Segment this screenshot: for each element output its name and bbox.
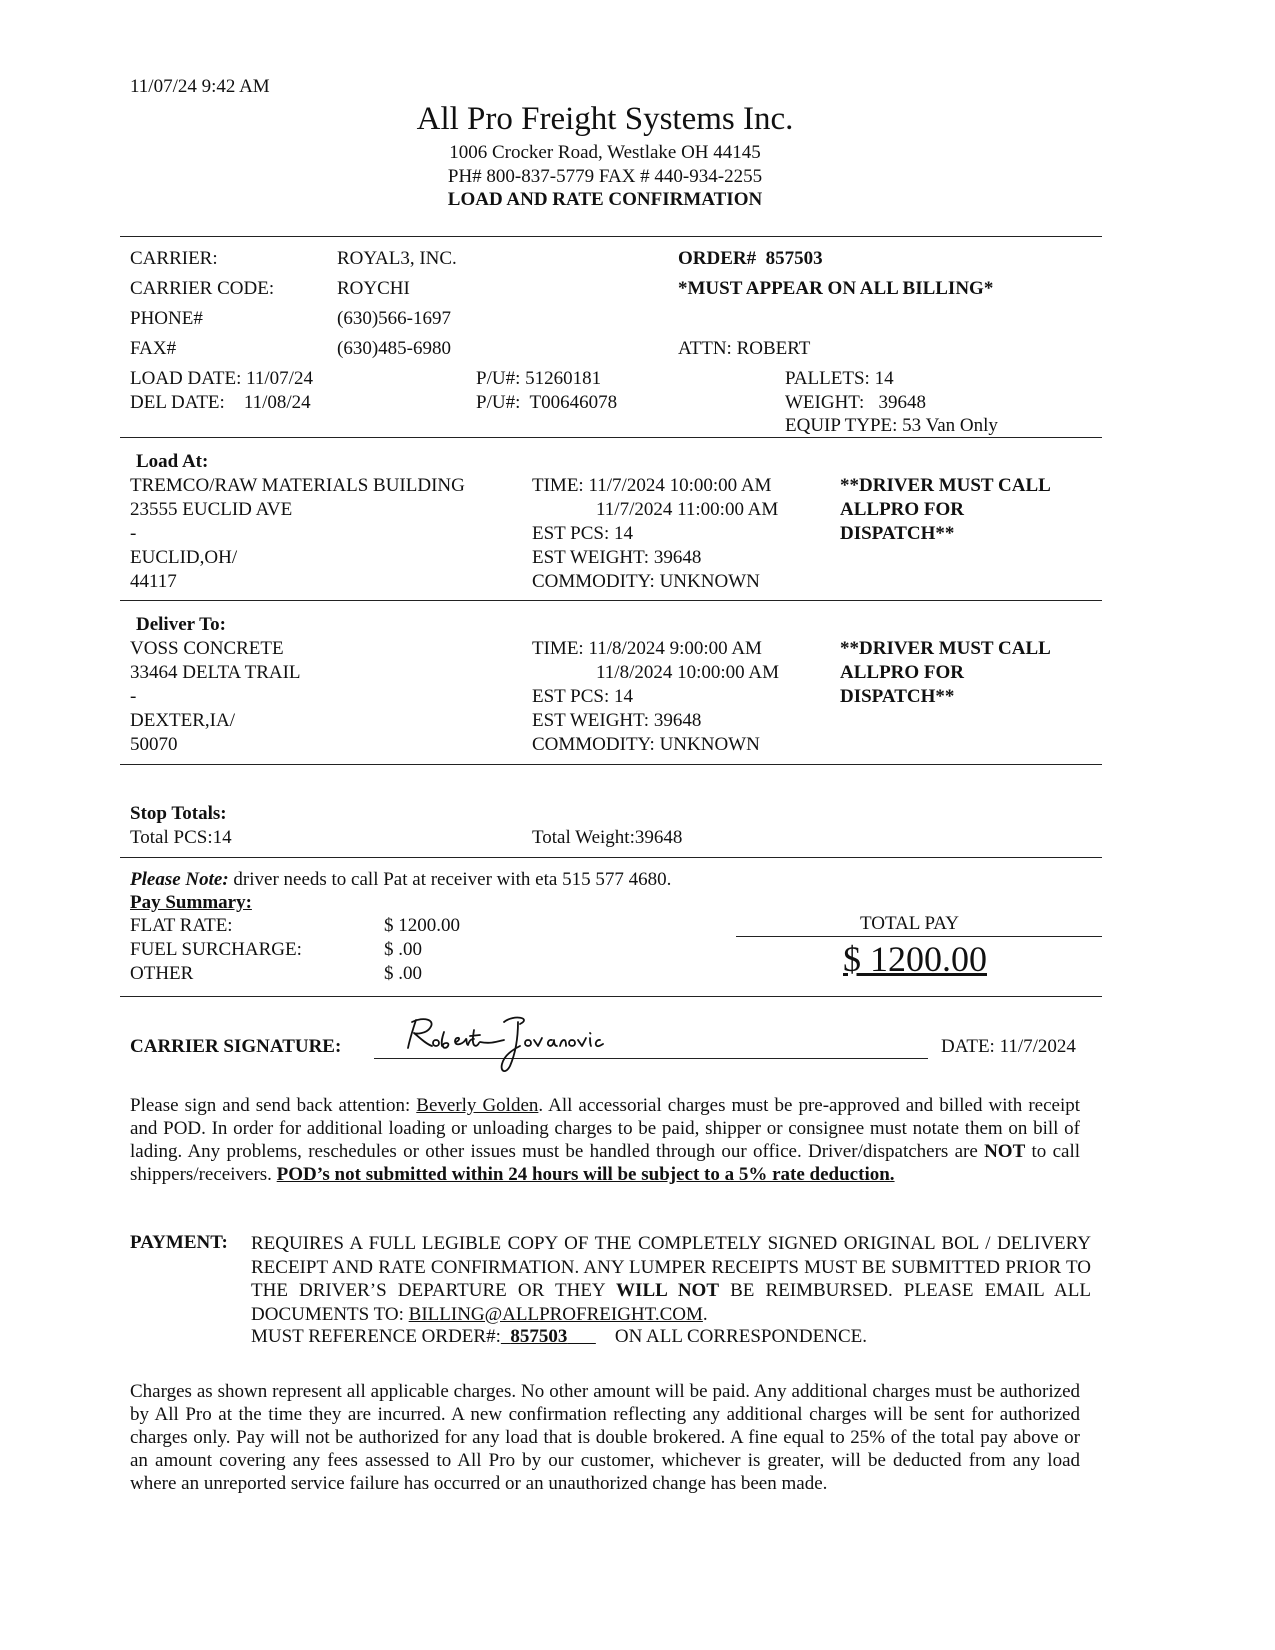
total-pay-value: $ 1200.00: [843, 939, 987, 979]
other-value: $ .00: [384, 963, 422, 984]
pay-summary-heading: Pay Summary:: [130, 892, 252, 913]
total-pay-label: TOTAL PAY: [860, 913, 959, 934]
load-at-heading: Load At:: [136, 451, 209, 472]
deliver-to-driver-note-2: ALLPRO FOR: [840, 662, 965, 683]
contact-name: Beverly Golden: [416, 1095, 539, 1116]
fuel-surcharge-value: $ .00: [384, 939, 422, 960]
load-at-commodity: COMMODITY: UNKNOWN: [532, 571, 760, 592]
billing-note: *MUST APPEAR ON ALL BILLING*: [678, 278, 994, 299]
weight: WEIGHT: 39648: [785, 392, 926, 413]
load-at-est-weight: EST WEIGHT: 39648: [532, 547, 702, 568]
deliver-to-est-pcs: EST PCS: 14: [532, 686, 634, 707]
deliver-to-time: TIME: 11/8/2024 9:00:00 AM: [532, 638, 762, 659]
fax-label: FAX#: [130, 338, 177, 359]
document-title: LOAD AND RATE CONFIRMATION: [447, 189, 763, 210]
load-at-driver-note-3: DISPATCH**: [840, 523, 955, 544]
pickup-number-1: P/U#: 51260181: [476, 368, 602, 389]
load-at-time: TIME: 11/7/2024 10:00:00 AM: [532, 475, 772, 496]
total-pay-rule: [736, 936, 1102, 937]
divider: [120, 437, 1102, 438]
phone-value: (630)566-1697: [337, 308, 451, 329]
pickup-number-2: P/U#: T00646078: [476, 392, 618, 413]
carrier-code-label: CARRIER CODE:: [130, 278, 275, 299]
divider: [120, 857, 1102, 858]
instructions-paragraph: Please sign and send back attention: Beverly Golden. All accessorial charges must be pre-approved and billed with receipt and POD. In order for additional loading or unloading charges to be paid, shipper or consignee must notate them on bill of lading. Any problems, reschedules or other issues must be handled through our office. Driver/dispatchers are NOT to call shippers/receivers. POD’s not submitted within 24 hours will be subject to a 5% rate deduction.: [130, 1095, 1081, 1185]
deliver-to-time-end: 11/8/2024 10:00:00 AM: [596, 662, 779, 683]
company-address: 1006 Crocker Road, Westlake OH 44145: [449, 142, 761, 163]
divider: [120, 764, 1102, 765]
divider: [120, 236, 1102, 237]
attention: ATTN: ROBERT: [678, 338, 811, 359]
deliver-to-est-weight: EST WEIGHT: 39648: [532, 710, 702, 731]
payment-text: REQUIRES A FULL LEGIBLE COPY OF THE COMPLETELY SIGNED ORIGINAL BOL / DELIVERY RECEIPT AND RATE CONFIRMATION. ANY LUMPER RECEIPTS MUST BE SUBMITTED PRIOR TO THE DRIVER’S DEPARTURE OR THEY WILL NOT BE REIMBURSED. PLEASE EMAIL ALL DOCUMENTS TO: BILLING@ALLPROFREIGHT.COM.: [251, 1233, 1091, 1325]
divider: [120, 996, 1102, 997]
payment-label: PAYMENT:: [130, 1232, 228, 1253]
deliver-to-name: VOSS CONCRETE: [130, 638, 284, 659]
stop-totals-heading: Stop Totals:: [130, 803, 227, 824]
billing-email[interactable]: BILLING@ALLPROFREIGHT.COM: [408, 1303, 703, 1325]
load-at-street: 23555 EUCLID AVE: [130, 499, 293, 520]
company-phone-fax: PH# 800-837-5779 FAX # 440-934-2255: [447, 166, 763, 187]
pallets: PALLETS: 14: [785, 368, 894, 389]
pod-warning: POD’s not submitted within 24 hours will be subject to a 5% rate deduction.: [276, 1164, 895, 1185]
fax-value: (630)485-6980: [337, 338, 451, 359]
fuel-surcharge-label: FUEL SURCHARGE:: [130, 939, 302, 960]
load-at-est-pcs: EST PCS: 14: [532, 523, 634, 544]
load-at-time-end: 11/7/2024 11:00:00 AM: [596, 499, 779, 520]
phone-label: PHONE#: [130, 308, 203, 329]
load-at-name: TREMCO/RAW MATERIALS BUILDING: [130, 475, 465, 496]
print-timestamp: 11/07/24 9:42 AM: [130, 76, 270, 97]
total-pcs: Total PCS:14: [130, 827, 232, 848]
load-date: LOAD DATE: 11/07/24: [130, 368, 313, 389]
load-at-driver-note-1: **DRIVER MUST CALL: [840, 475, 1051, 496]
carrier-label: CARRIER:: [130, 248, 218, 269]
charges-paragraph: Charges as shown represent all applicable charges. No other amount will be paid. Any additional charges must be authorized by All Pro at the time they are incurred. A new confirmation reflecting any additional charges will be sent for authorized charges only. Pay will not be authorized for any load that is double brokered. A fine equal to 25% of the total pay above or an amount covering any fees assessed to All Pro by our customer, whichever is greater, will be deducted from any load where an unreported service failure has occurred or an unauthorized change has been made.: [130, 1381, 1080, 1494]
carrier-value: ROYAL3, INC.: [337, 248, 457, 269]
divider: [120, 600, 1102, 601]
deliver-to-heading: Deliver To:: [136, 614, 226, 635]
equipment-type: EQUIP TYPE: 53 Van Only: [785, 415, 998, 436]
deliver-to-driver-note-1: **DRIVER MUST CALL: [840, 638, 1051, 659]
handwritten-signature: [400, 1012, 700, 1082]
deliver-to-driver-note-3: DISPATCH**: [840, 686, 955, 707]
load-at-line3: -: [130, 523, 137, 544]
order-number: ORDER# 857503: [678, 248, 823, 269]
please-note: Please Note: driver needs to call Pat at receiver with eta 515 577 4680.: [130, 869, 672, 890]
load-at-city: EUCLID,OH/: [130, 547, 238, 568]
deliver-to-street: 33464 DELTA TRAIL: [130, 662, 301, 683]
total-weight: Total Weight:39648: [532, 827, 683, 848]
deliver-to-commodity: COMMODITY: UNKNOWN: [532, 734, 760, 755]
flat-rate-value: $ 1200.00: [384, 915, 460, 936]
carrier-signature-label: CARRIER SIGNATURE:: [130, 1036, 342, 1057]
load-at-driver-note-2: ALLPRO FOR: [840, 499, 965, 520]
signature-date: DATE: 11/7/2024: [941, 1036, 1076, 1057]
flat-rate-label: FLAT RATE:: [130, 915, 233, 936]
deliver-to-zip: 50070: [130, 734, 178, 755]
deliver-to-line3: -: [130, 686, 137, 707]
del-date: DEL DATE: 11/08/24: [130, 392, 311, 413]
other-label: OTHER: [130, 963, 194, 984]
order-reference: MUST REFERENCE ORDER#: 857503 ON ALL CORRESPONDENCE.: [251, 1326, 867, 1347]
carrier-code-value: ROYCHI: [337, 278, 410, 299]
load-at-zip: 44117: [130, 571, 177, 592]
deliver-to-city: DEXTER,IA/: [130, 710, 236, 731]
company-name: All Pro Freight Systems Inc.: [416, 101, 794, 137]
